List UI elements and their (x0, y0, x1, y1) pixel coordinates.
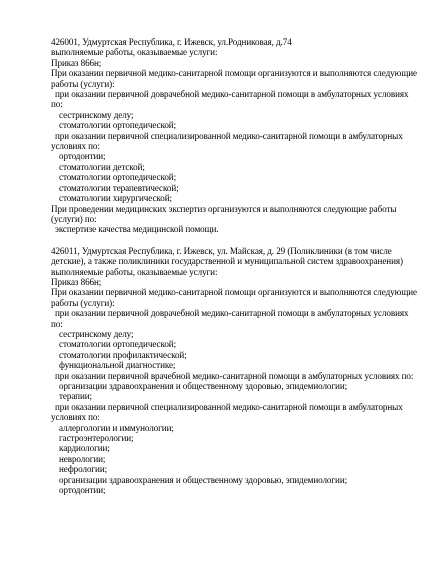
text-line: сестринскому делу; (59, 328, 134, 339)
section-gap (51, 235, 411, 246)
text-line: условиях по: (51, 412, 100, 423)
text-line: 426001, Удмуртская Республика, г. Ижевск, ул.Родниковая, д.74 (51, 37, 292, 47)
text-line: организации здравоохранения и общественному здоровью, эпидемиологии; (59, 381, 348, 391)
text-line: стоматологии профилактической; (59, 349, 187, 360)
text-line: стоматологии хирургической; (59, 193, 172, 204)
text-line: Приказ 866н; (51, 57, 102, 68)
text-line: по: (51, 99, 63, 110)
text-line: Приказ 866н; (51, 276, 102, 287)
text-line: выполняемые работы, оказываемые услуги: (51, 266, 218, 277)
license-section-rodnikovaya (51, 37, 417, 235)
text-line: при оказании первичной врачебной медико-санитарной помощи в амбулаторных условиях по: (55, 370, 414, 381)
text-line: стоматологии детской; (59, 161, 145, 172)
text-line: при оказании первичной доврачебной медико-санитарной помощи в амбулаторных условиях (55, 89, 409, 100)
text-line: гастроэнтерологии; (59, 433, 134, 444)
text-line: работы (услуги): (51, 78, 115, 89)
text-line: аллергологии и иммунологии; (59, 422, 174, 433)
text-line: работы (услуги): (51, 297, 115, 308)
text-line: детские), а также поликлиники государственной и муниципальной систем здравоохранения) (51, 256, 403, 267)
text-line: функциональной диагностике; (59, 360, 176, 371)
text-line: нефрологии; (59, 464, 108, 475)
text-line: При оказании первичной медико-санитарной помощи организуются и выполняются следующие (51, 287, 417, 298)
text-line: условиях по: (51, 141, 100, 152)
text-line: при оказании первичной специализированной медико-санитарной помощи в амбулаторных (55, 401, 403, 412)
text-line: по: (51, 318, 63, 329)
text-line: стоматологии ортопедической; (59, 120, 177, 131)
text-line: ортодонтии; (59, 151, 106, 162)
text-line: при оказании первичной специализированной медико-санитарной помощи в амбулаторных (55, 130, 403, 141)
text-line: При проведении медицинских экспертиз организуются и выполняются следующие работы (51, 203, 397, 214)
text-line: неврологии; (59, 453, 106, 464)
text-line: терапии; (59, 391, 92, 402)
text-line: выполняемые работы, оказываемые услуги: (51, 47, 218, 58)
text-line: организации здравоохранения и общественному здоровью, эпидемиологии; (59, 474, 348, 485)
text-line: 426011, Удмуртская Республика, г. Ижевск, ул. Майская, д. 29 (Поликлиники (в том числе (51, 245, 392, 256)
text-line: ортодонтии; (59, 485, 106, 496)
text-line: (услуги) по: (51, 213, 97, 224)
text-line: сестринскому делу; (59, 109, 134, 120)
text-line: стоматологии терапевтической; (59, 182, 179, 193)
text-line: при оказании первичной доврачебной медико-санитарной помощи в амбулаторных условиях (55, 308, 409, 319)
license-section-maiskaya (51, 245, 417, 496)
text-line: При оказании первичной медико-санитарной помощи организуются и выполняются следующие (51, 68, 417, 79)
text-line: экспертизе качества медицинской помощи. (55, 224, 219, 235)
document-page (51, 37, 417, 496)
text-line: стоматологии ортопедической; (59, 339, 177, 350)
text-line: стоматологии ортопедической; (59, 172, 177, 183)
text-line: кардиологии; (59, 443, 110, 454)
